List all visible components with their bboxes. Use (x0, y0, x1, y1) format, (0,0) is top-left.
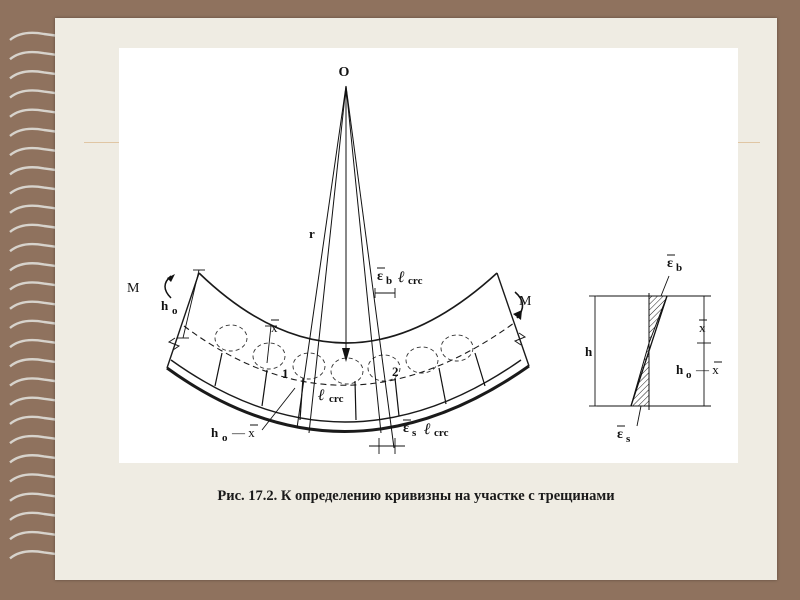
lcrc-bottom-l: ℓ (424, 421, 431, 438)
h0-label-left: h (161, 298, 169, 313)
figure-caption: Рис. 17.2. К определению кривизны на участке с трещинами (217, 488, 615, 504)
eps-b-top-label: ε (377, 269, 383, 284)
moment-right-label: M (519, 294, 532, 309)
diag-eps-b-label: ε (667, 256, 673, 271)
strain-diagram (589, 276, 711, 426)
neutral-axis (184, 323, 514, 385)
center-point-label: O (338, 65, 350, 80)
lcrc-main-label: crc (329, 393, 344, 405)
lcrc-top-label: crc (408, 275, 423, 287)
h0x-label-sub: o (222, 432, 228, 444)
reinforcement-line (171, 360, 521, 422)
beam-top-edge (199, 273, 497, 343)
radius-label: r (309, 226, 315, 241)
eps-s-bottom-label: ε (403, 421, 409, 436)
diag-eps-s-label: ε (617, 427, 623, 442)
lcrc-top-l: ℓ (398, 269, 405, 286)
xbar-label-left: x (271, 320, 278, 335)
diag-h0-rest: — x (696, 362, 719, 377)
crack-1-label: 1 (282, 366, 289, 381)
crack-2-label: 2 (392, 364, 399, 379)
h0x-label-rest: — x (232, 425, 255, 440)
diag-h0-label: h (676, 362, 684, 377)
diag-h0-sub: o (686, 369, 692, 381)
h0-label-left-sub: o (172, 305, 178, 317)
h0x-label-h: h (211, 425, 219, 440)
curvature-diagram (119, 48, 738, 463)
lcrc-main-l: ℓ (318, 387, 325, 404)
diag-eps-b-sub: b (676, 262, 683, 274)
lcrc-bottom-label: crc (434, 427, 449, 439)
eps-s-bottom-sub: s (412, 427, 417, 439)
eps-b-top-sub: b (386, 275, 393, 287)
radius-arrowhead (342, 348, 350, 362)
diag-eps-s-sub: s (626, 433, 631, 445)
diag-xbar-label: x (699, 320, 706, 335)
moment-left-label: M (127, 281, 140, 296)
radial-lines (297, 86, 394, 448)
diag-h-label: h (585, 344, 593, 359)
